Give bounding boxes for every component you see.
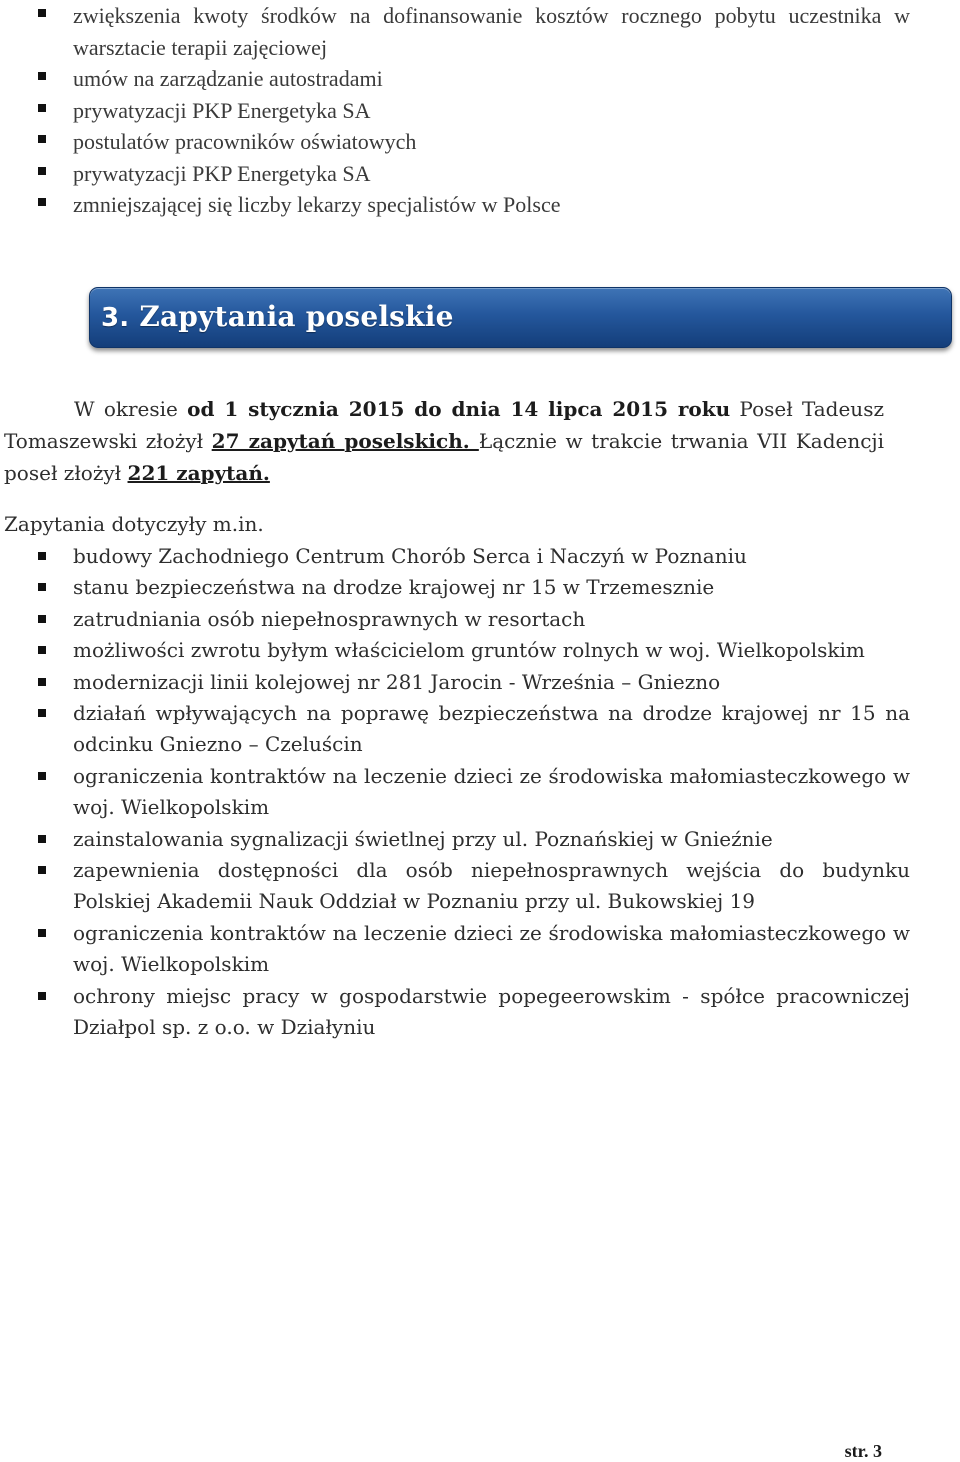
square-bullet-icon (38, 615, 46, 623)
list-item (0, 0, 960, 63)
square-bullet-icon (38, 167, 46, 175)
square-bullet-icon (38, 678, 46, 686)
list-item-text: zwiększenia kwoty środków na dofinansowanie kosztów rocznego pobytu uczestnika w warsztacie terapii zajęciowej (73, 3, 910, 60)
list-item-text: działań wpływających na poprawę bezpieczeństwa na drodze krajowej nr 15 na odcinku Gniezno – Czeluścin (73, 701, 910, 757)
list-item (0, 824, 960, 855)
section-title (101, 300, 454, 335)
list-item (0, 604, 960, 635)
square-bullet-icon (38, 772, 46, 780)
list-item (0, 667, 960, 698)
list-item (0, 541, 960, 572)
list-item-text: prywatyzacji PKP Energetyka SA (73, 160, 371, 186)
list-item (0, 855, 960, 918)
list-item (0, 158, 960, 190)
list-item (0, 981, 960, 1044)
intro-count-period: 27 zapytań poselskich. (211, 429, 479, 453)
square-bullet-icon (38, 198, 46, 206)
list-item (0, 572, 960, 603)
list-item (0, 698, 960, 761)
list-item-text: budowy Zachodniego Centrum Chorób Serca i Naczyń w Poznaniu (73, 544, 747, 568)
square-bullet-icon (38, 135, 46, 143)
square-bullet-icon (38, 9, 46, 17)
intro-paragraph (4, 393, 884, 489)
square-bullet-icon (38, 709, 46, 717)
list-item-text: prywatyzacji PKP Energetyka SA (73, 97, 371, 123)
section-number: 3. (101, 303, 130, 333)
list-item (0, 761, 960, 824)
list-item-text: postulatów pracowników oświatowych (73, 129, 417, 154)
list-item (0, 189, 960, 221)
list-item-text: zatrudniania osób niepełnosprawnych w resortach (73, 606, 586, 631)
square-bullet-icon (38, 992, 46, 1000)
list-item-text: ochrony miejsc pracy w gospodarstwie popegeerowskim - spółce pracowniczej Działpol sp. z o.o. w Działyniu (73, 983, 910, 1040)
list-item (0, 635, 960, 666)
square-bullet-icon (38, 866, 46, 874)
square-bullet-icon (38, 583, 46, 591)
intro-period: od 1 stycznia 2015 do dnia 14 lipca 2015 roku (187, 397, 731, 421)
subheading: Zapytania dotyczyły m.in. (4, 512, 264, 536)
list-item-text: zmniejszającej się liczby lekarzy specjalistów w Polsce (73, 192, 561, 217)
list-item (0, 126, 960, 158)
list-item-text: umów na zarządzanie autostradami (73, 66, 383, 91)
list-item (0, 918, 960, 981)
square-bullet-icon (38, 929, 46, 937)
section-banner (89, 287, 952, 348)
list-item (0, 63, 960, 95)
square-bullet-icon (38, 104, 46, 112)
list-item-text: zainstalowania sygnalizacji świetlnej przy ul. Poznańskiej w Gnieźnie (73, 826, 773, 851)
square-bullet-icon (38, 552, 46, 560)
square-bullet-icon (38, 835, 46, 843)
square-bullet-icon (38, 646, 46, 654)
page-number: str. 3 (844, 1441, 882, 1461)
intro-lead: W okresie (74, 397, 188, 421)
list-item (0, 95, 960, 127)
section-title-text: Zapytania poselskie (139, 300, 454, 333)
list-item-text: zapewnienia dostępności dla osób niepełnosprawnych wejścia do budynku Polskiej Akademii Nauk Oddział w Poznaniu przy ul. Bukowskiej 19 (73, 858, 910, 914)
top-bullet-list (0, 0, 960, 221)
intro-mid: Poseł Tadeusz Tomaszewski złożył (4, 397, 884, 453)
square-bullet-icon (38, 72, 46, 80)
list-item-text: ograniczenia kontraktów na leczenie dzieci ze środowiska małomiasteczkowego w woj. Wielkopolskim (73, 920, 910, 977)
list-item-text: możliwości zwrotu byłym właścicielom gruntów rolnych w woj. Wielkopolskim (73, 638, 865, 663)
bottom-bullet-list (0, 541, 960, 1044)
intro-total-lead: Łącznie w trakcie trwania VII Kadencji poseł złożył (4, 429, 885, 485)
list-item-text: ograniczenia kontraktów na leczenie dzieci ze środowiska małomiasteczkowego w woj. Wielkopolskim (73, 763, 910, 820)
list-item-text: modernizacji linii kolejowej nr 281 Jarocin - Września – Gniezno (73, 669, 721, 694)
intro-total-count: 221 zapytań. (127, 461, 270, 485)
list-item-text: stanu bezpieczeństwa na drodze krajowej nr 15 w Trzemesznie (73, 575, 715, 600)
